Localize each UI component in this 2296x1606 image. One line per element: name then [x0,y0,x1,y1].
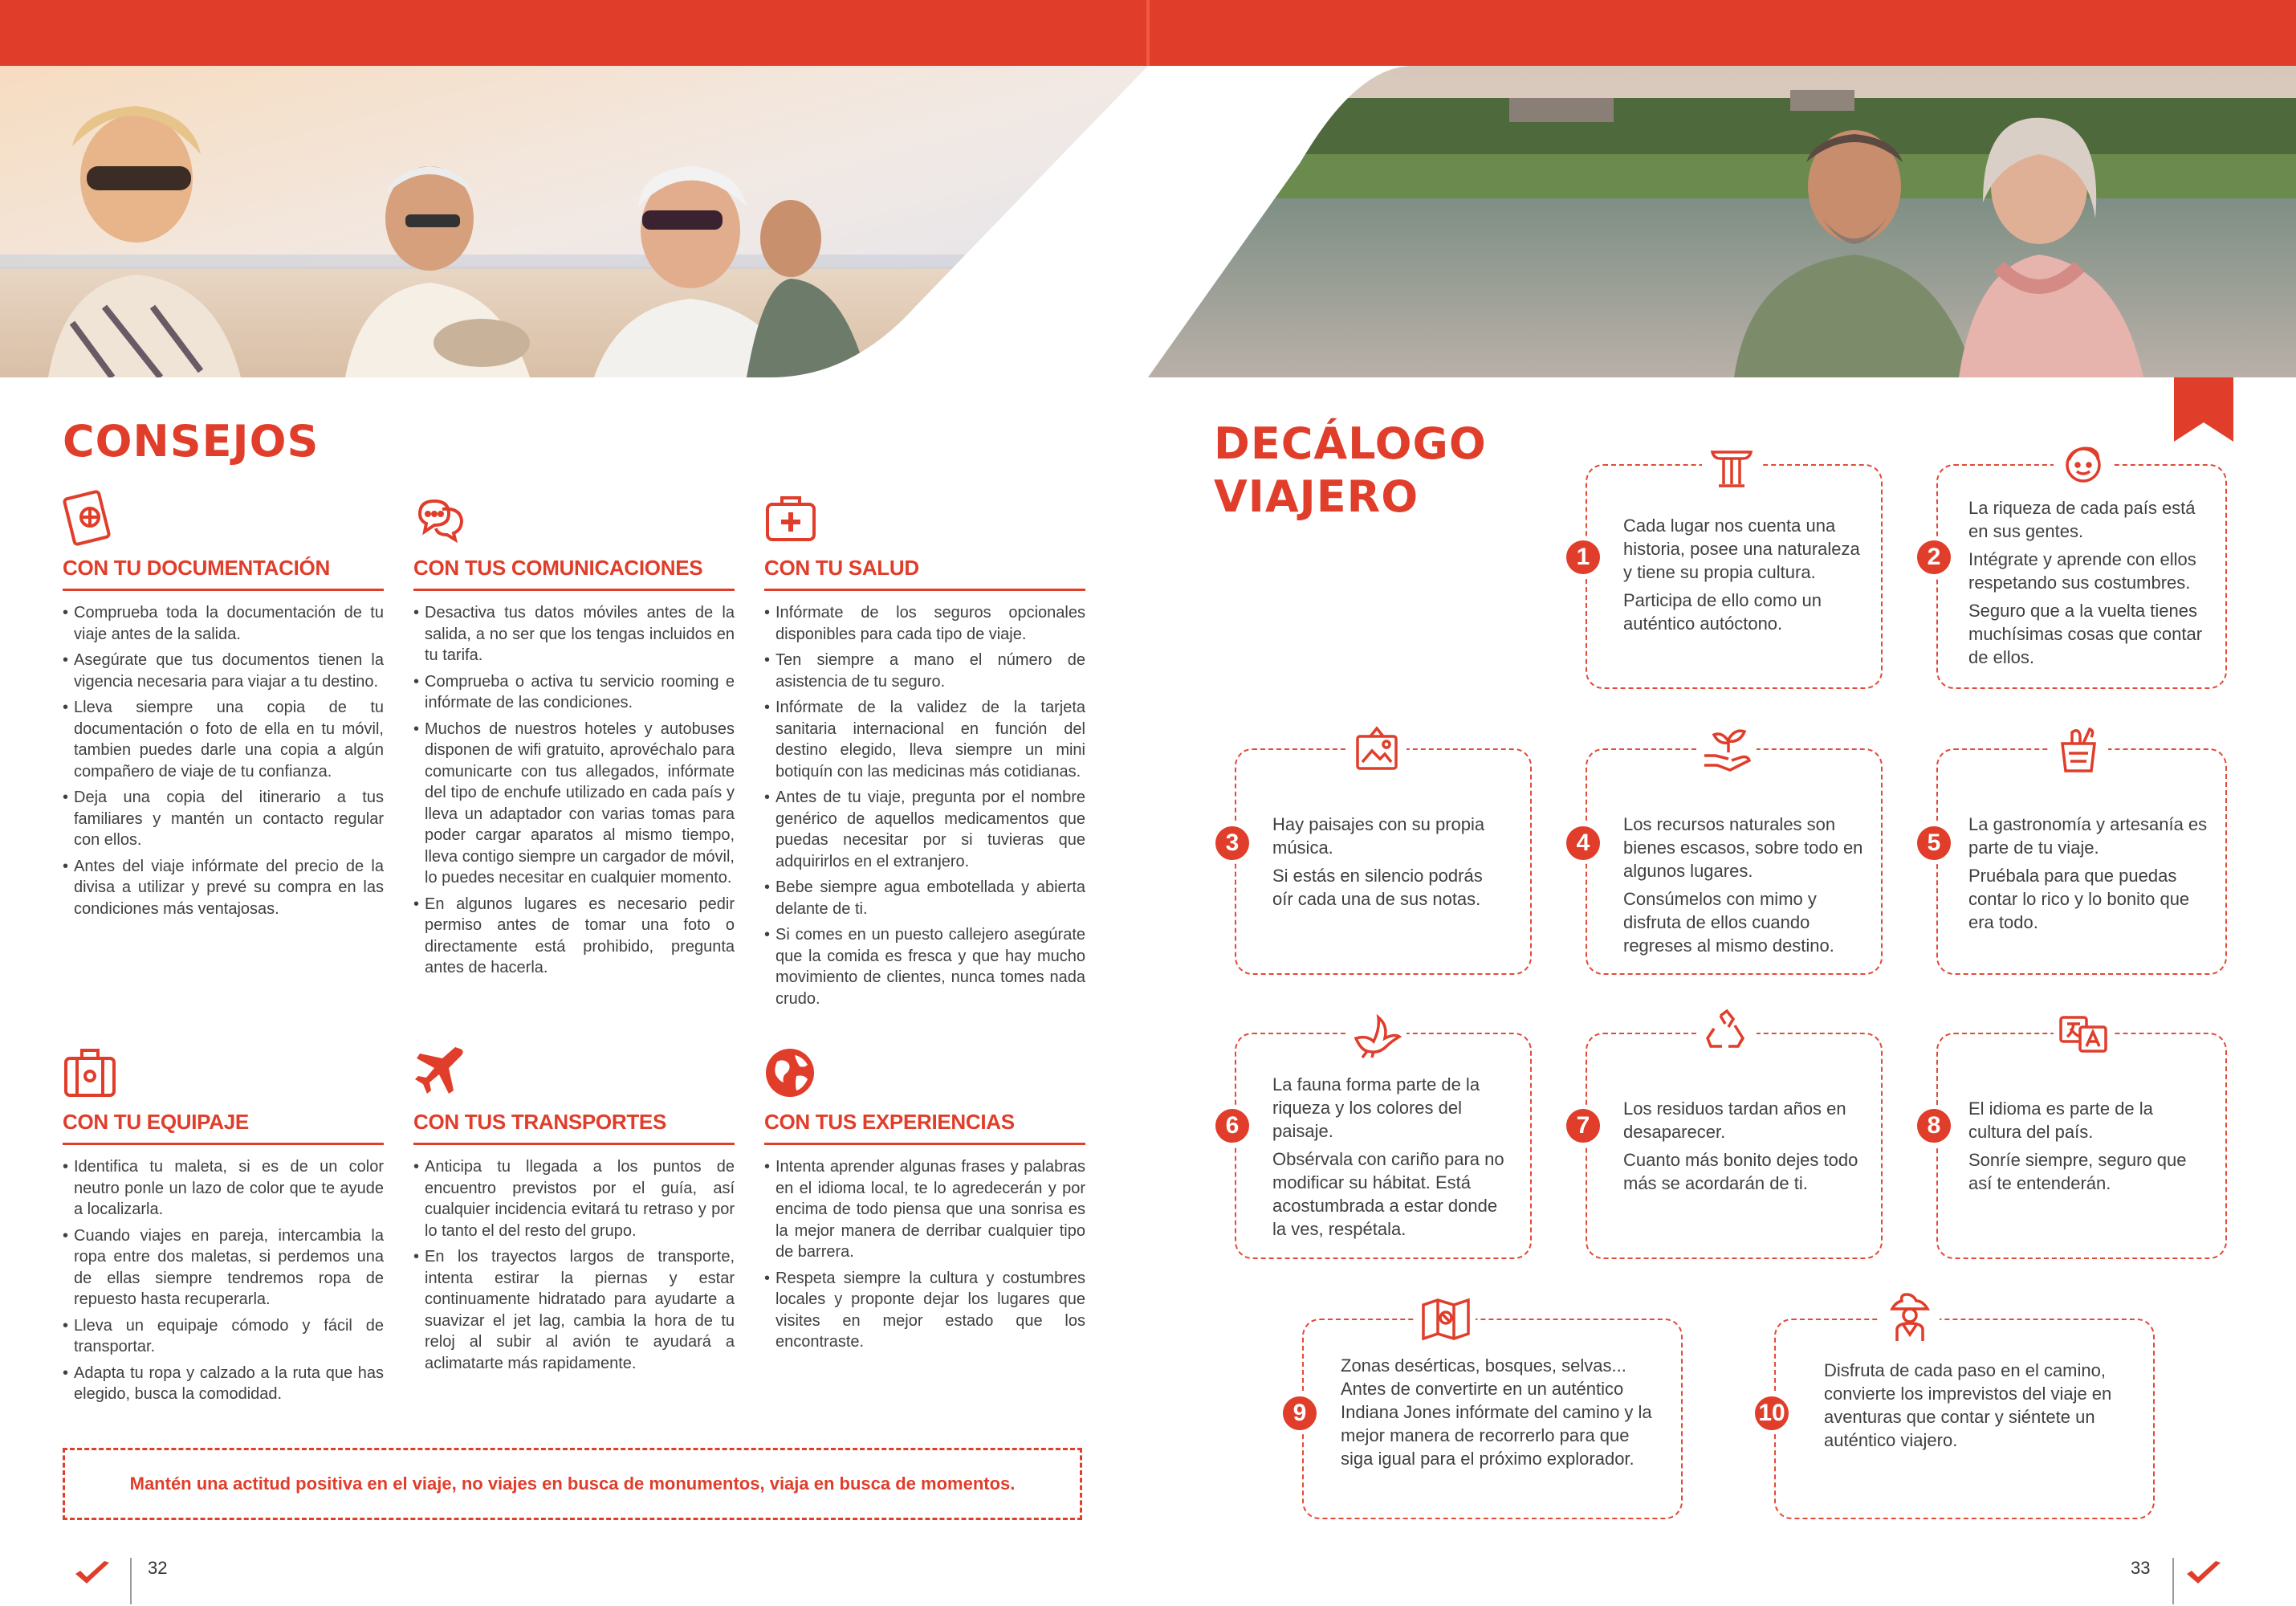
list-item: • Deja una copia del itinerario a tus familiares y mantén un contacto regular con ellos. [63,787,384,851]
brand-check-icon [74,1559,111,1592]
list-item: • Ten siempre a mano el número de asistencia de tu seguro. [764,650,1085,692]
list-item: • Desactiva tus datos móviles antes de la salida, a no ser que los tengas incluidos en tu tarifa. [413,602,735,666]
card-text [1968,813,2209,939]
footer-divider [2172,1558,2174,1604]
card-number-badge: 7 [1562,1105,1604,1147]
card-number-badge: 3 [1211,822,1253,864]
card-paragraph: La fauna forma parte de la riqueza y los colores del paisaje. [1272,1074,1480,1141]
card-number-badge: 9 [1279,1392,1321,1434]
card-text [1824,1359,2113,1457]
card-number-badge: 2 [1913,536,1955,578]
list-item: • Bebe siempre agua embotellada y abierta delante de ti. [764,877,1085,919]
card-icon-wrap [1347,721,1407,777]
card-number-badge: 4 [1562,822,1604,864]
chat-bubbles-icon [413,490,466,546]
globe-icon [764,1044,817,1100]
list-item: • Si comes en un puesto callejero asegúrate que la comida es fresca y que hay mucho movimiento de clientes, nunca tomes nada crudo. [764,924,1085,1009]
section-heading: CON TUS EXPERIENCIAS [764,1110,1085,1145]
card-paragraph: Si estás en silencio podrás oír cada una de sus notas. [1272,866,1483,909]
card-paragraph: Hay paisajes con su propia música. [1272,814,1485,858]
list-item: • Lleva un equipaje cómodo y fácil de transportar. [63,1315,384,1358]
page-spine [1146,0,1150,66]
list-item: • Adapta tu ropa y calzado a la ruta que has elegido, busca la comodidad. [63,1363,384,1405]
card-text [1272,1073,1513,1245]
card-text [1341,1354,1662,1475]
section-heading: CON TUS TRANSPORTES [413,1110,735,1145]
passport-icon [63,490,116,546]
card-icon-wrap [2049,721,2108,777]
card-paragraph: Participa de ello como un auténtico autóctono. [1623,590,1822,634]
card-icon-wrap [1416,1291,1476,1347]
card-paragraph: Cada lugar nos cuenta una historia, posee una naturaleza y tiene su propia cultura. [1623,516,1860,582]
card-number-badge: 8 [1913,1105,1955,1147]
list-item: • Comprueba o activa tu servicio rooming e infórmate de las condiciones. [413,671,735,714]
title-line: VIAJERO [1214,471,1419,522]
list-item: • Comprueba toda la documentación de tu viaje antes de la salida. [63,602,384,645]
card-paragraph: Intégrate y aprende con ellos respetando sus costumbres. [1968,549,2196,593]
list-item: • Respeta siempre la cultura y costumbres locales y proponte dejar los lugares que visites en mejor estado que los encontraste. [764,1268,1085,1353]
section-heading: CON TU EQUIPAJE [63,1110,384,1145]
card-paragraph: Seguro que a la vuelta tienes muchísimas cosas que contar de ellos. [1968,601,2203,667]
section-heading: CON TU SALUD [764,556,1085,591]
first-aid-kit-icon [764,490,817,546]
title-line: DECÁLOGO [1214,418,1487,469]
list-item: • Cuando viajes en pareja, intercambia la ropa entre dos maletas, si perdemos una de ellas siempre tendremos ropa de repuesto hasta recuperarla. [63,1225,384,1310]
section-transportes [413,1044,735,1379]
brand-check-icon [2185,1559,2222,1592]
card-paragraph: Disfruta de cada paso en el camino, convierte los imprevistos del viaje en aventuras que contar y siéntete un auténtico viajero. [1824,1360,2112,1450]
list-item: • Intenta aprender algunas frases y palabras en el idioma local, te lo agredecerán y por encima de todo piensa que una sonrisa es la mejor manera de derribar cualquier tipo de barrera. [764,1156,1085,1263]
list-item: • Infórmate de la validez de la tarjeta sanitaria internacional en función del destino elegido, lleva siempre un mini botiquín con las medicinas más cotidianas. [764,697,1085,782]
section-list [63,602,384,919]
list-item: • En los trayectos largos de transporte, intenta estirar la piernas y estar continuamente hidratado para ayudarte a suavizar el jet lag, cambia la hora de tu reloj al subir al avión te ayudará a aclimatarte más rapidamente. [413,1246,735,1374]
card-paragraph: El idioma es parte de la cultura del país. [1968,1099,2153,1142]
card-text [1623,813,1864,962]
section-list [764,1156,1085,1353]
list-item: • Identifica tu maleta, si es de un color neutro ponle un lazo de color que te ayude a localizarla. [63,1156,384,1221]
card-icon-wrap [2054,1007,2113,1063]
list-item: • Asegúrate que tus documentos tienen la vigencia necesaria para viajar a tu destino. [63,650,384,692]
lake-photo [1148,66,2296,377]
column-icon [1708,446,1756,491]
page-title-decalogo [1214,418,1487,524]
airplane-icon [413,1044,466,1100]
suitcase-icon [63,1044,116,1100]
card-text [1623,1097,1864,1200]
card-paragraph: Obsérvala con cariño para no modificar su hábitat. Está acostumbrada a estar donde la ves, respétala. [1272,1149,1504,1239]
motto-text: Mantén una actitud positiva en el viaje, no viajes en busca de monumentos, viaja en busca de momentos. [129,1474,1016,1494]
motto-box [63,1448,1082,1520]
section-heading: CON TUS COMUNICACIONES [413,556,735,591]
section-list [413,1156,735,1374]
explorer-icon [1886,1293,1934,1343]
recycle-icon [1703,1008,1751,1056]
page-number: 32 [148,1558,168,1578]
card-icon-wrap [1880,1290,1940,1346]
list-item: • Muchos de nuestros hoteles y autobuses disponen de wifi gratuito, aprovéchalo para comunicarte con tus allegados, infórmate del tipo de enchufe utilizado en cada país y lleva un adaptador con varias tomas para poder cargar aparatos al mismo tiempo, lleva contigo siempre un cargador de móvil, lo puedes necesitar en cualquier momento. [413,719,735,889]
section-list [63,1156,384,1405]
card-icon-wrap [1697,721,1757,777]
section-equipaje [63,1044,384,1410]
card-text [1968,1097,2209,1200]
section-comunicaciones [413,490,735,984]
card-paragraph: Pruébala para que puedas contar lo rico y lo bonito que era todo. [1968,866,2190,932]
map-icon [1420,1297,1472,1342]
face-icon [2059,439,2107,487]
card-icon-wrap [1702,440,1761,496]
footer-divider [130,1558,132,1604]
section-experiencias [764,1044,1085,1358]
bird-icon [1351,1014,1402,1059]
card-text [1272,813,1497,915]
card-paragraph: Los residuos tardan años en desaparecer. [1623,1099,1846,1142]
card-text [1968,496,2217,674]
card-number-badge: 1 [1562,536,1604,578]
plant-hand-icon [1701,725,1753,773]
list-item: • Infórmate de los seguros opcionales disponibles para cada tipo de viaje. [764,602,1085,645]
section-list [764,602,1085,1009]
card-number-badge: 6 [1211,1105,1253,1147]
section-documentacion [63,490,384,924]
card-paragraph: Sonríe siempre, seguro que así te entenderán. [1968,1150,2187,1193]
card-paragraph: Los recursos naturales son bienes escasos, sobre todo en algunos lugares. [1623,814,1863,881]
card-paragraph: Zonas desérticas, bosques, selvas... Antes de convertirte en un auténtico Indiana Jones infórmate del camino y la mejor manera de recorrerlo para que siga igual para el próximo explorador. [1341,1355,1652,1469]
translate-icon [2058,1013,2109,1058]
card-paragraph: Cuanto más bonito dejes todo más se acordarán de ti. [1623,1150,1858,1193]
section-salud [764,490,1085,1014]
list-item: • Antes del viaje infórmate del precio de la divisa a utilizar y prevé su compra en las condiciones más ventajosas. [63,856,384,920]
list-item: • Antes de tu viaje, pregunta por el nombre genérico de aquellos medicamentos que puedas necesitar por si tuvieras que adquirirlos en el extranjero. [764,787,1085,872]
card-number-badge: 10 [1751,1392,1793,1434]
card-text [1623,514,1864,640]
card-paragraph: La gastronomía y artesanía es parte de tu viaje. [1968,814,2208,858]
list-item: • Lleva siempre una copia de tu documentación o foto de ella en tu móvil, tambien puedes darle una copia a algún compañero de viaje de tu confianza. [63,697,384,782]
section-heading: CON TU DOCUMENTACIÓN [63,556,384,591]
section-list [413,602,735,979]
card-icon-wrap [1697,1004,1757,1060]
page-number: 33 [2131,1558,2151,1578]
landscape-picture-icon [1353,725,1401,773]
list-item: • Anticipa tu llegada a los puntos de encuentro previstos por el guía, así cualquier incidencia evitará tu retraso y por lo tanto el del resto del grupo. [413,1156,735,1241]
card-paragraph: La riqueza de cada país está en sus gentes. [1968,498,2196,541]
card-number-badge: 5 [1913,822,1955,864]
grocery-bag-icon [2054,724,2103,774]
page-title-consejos: CONSEJOS [63,416,320,467]
card-paragraph: Consúmelos con mimo y disfruta de ellos cuando regreses al mismo destino. [1623,889,1834,956]
card-icon-wrap [1347,1009,1407,1065]
beach-photo [0,66,1148,377]
bookmark-ribbon [2174,377,2233,442]
list-item: • En algunos lugares es necesario pedir permiso antes de tomar una foto o directamente está prohibido, pregunta antes de hacerla. [413,894,735,979]
card-icon-wrap [2054,435,2113,491]
